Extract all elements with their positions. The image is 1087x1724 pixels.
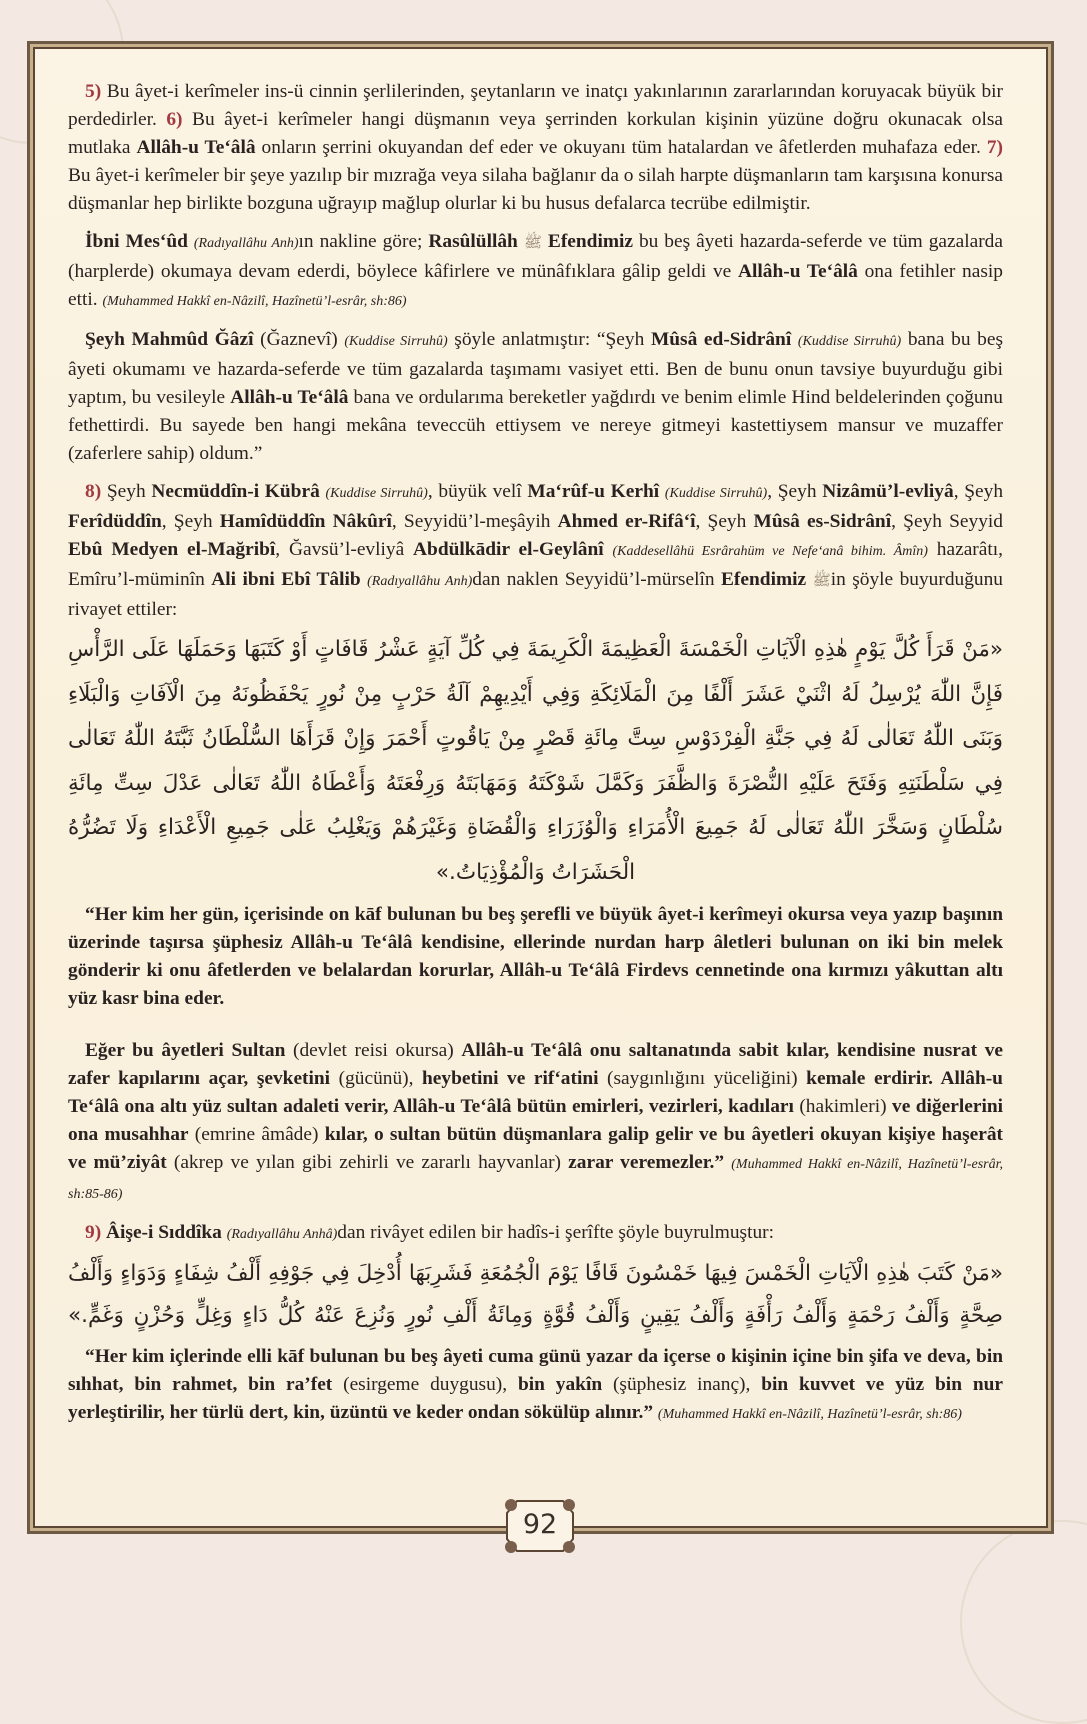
arabic-hadith-2: «مَنْ كَتَبَ هٰذِهِ الْآيَاتِ الْخَمْسَ فِيهَا خَمْسُونَ قَافًا يَوْمَ الْجُمُعَةِ فَشَرِبَهَا أُدْخِلَ فِي جَوْفِهِ أَلْفُ شِفَاءٍ وَدَوَاءٍ وَأَلْفُ صِحَّةٍ وَأَلْفُ رَحْمَةٍ وَأَلْفُ رَأْفَةٍ وَأَلْفُ يَقِينٍ وَأَلْفُ قُوَّةٍ وَمِائَةُ أَلْفِ نُورٍ وَنُزِعَ عَنْهُ كُلُّ دَاءٍ وَغِلٍّ وَحُزْنٍ وَغَمٍّ.» [68,1261,1003,1328]
page-number: 92 [522,1509,558,1540]
arabic-hadith-1: «مَنْ قَرَأَ كُلَّ يَوْمٍ هٰذِهِ الْآيَاتِ الْخَمْسَةَ الْعَظِيمَةَ الْكَرِيمَةَ فِي كُلِّ آيَةٍ عَشْرُ قَافَاتٍ أَوْ كَتَبَهَا وَحَمَلَهَا عَلَى الرَّأْسِ فَإِنَّ اللّٰهَ يُرْسِلُ لَهُ اثْنَيْ عَشَرَ أَلْفًا مِنَ الْمَلَائِكَةِ وَفِي أَيْدِيهِمْ آلَةُ حَرْبٍ مِنْ نُورٍ يَحْفَظُونَهُ مِنَ الْآفَاتِ وَالْبَلَاءِ وَبَنَى اللّٰهُ تَعَالٰى لَهُ فِي جَنَّةِ الْفِرْدَوْسِ سِتَّ مِائَةِ قَصْرٍ مِنْ يَاقُوتٍ أَحْمَرَ وَإِنْ قَرَأَهَا السُّلْطَانُ ثَبَّتَهُ اللّٰهُ تَعَالٰى فِي سَلْطَنَتِهِ وَفَتَحَ عَلَيْهِ النُّصْرَةَ وَالظَّفَرَ وَكَمَّلَ شَوْكَتَهُ وَمَهَابَتَهُ وَرِفْعَتَهُ وَأَعْطَاهُ اللّٰهُ تَعَالٰى عَدْلَ سِتِّ مِائَةِ سُلْطَانٍ وَسَخَّرَ اللّٰهُ تَعَالٰى لَهُ جَمِيعَ الْأُمَرَاءِ وَالْوُزَرَاءِ وَالْقُضَاةِ وَغَيْرَهُمْ وَيَغْلِبُ عَلٰى جَمِيعِ الْأَعْدَاءِ وَلَا تَضُرُّهُ الْحَشَرَاتُ وَالْمُؤْذِيَاتُ.» [68,637,1003,885]
paragraph-ibni-mesud: İbni Mes‘ûd (Radıyallâhu Anh)ın nakline göre; Rasûlüllâh ﷺ Efendimiz bu beş âyeti hazarda-seferde ve tüm gazalarda (harplerde) okumaya devam ederdi, böylece kâfirlere ve münâfıklara gâlip geldi ve Allâh-u Te‘âlâ ona fetihler nasip etti. (Muhammed Hakkî en-Nâzilî, Hazînetü’l-esrâr, sh:86) [68,231,1003,310]
honorific: (Kuddise Sirruhû) [344,334,448,349]
paragraph-sultan: Eğer bu âyetleri Sultan (devlet reisi okursa) Allâh-u Te‘âlâ onu saltanatında sabit kılar, kendisine nusrat ve zafer kapılarını açar, şevketini (gücünü), heybetini ve rif‘atini (saygınlığını yüceliğini) kemale erdirir. Allâh-u Te‘âlâ ona altı yüz sultan adaleti verir, Allâh-u Te‘âlâ bütün emirleri, vezirleri, kadıları (hakimleri) ve diğerlerini ona musahhar (emrine âmâde) kılar, o sultan bütün düşmanlara galip gelir ve bu âyetleri okuyan kişiye haşerât ve mü’ziyât (akrep ve yılan gibi zehirli ve zararlı hayvanlar) zarar veremezler.” (Muhammed Hakkî en-Nâzilî, Hazînetü’l-esrâr, sh:85-86) [68,1040,1004,1202]
background-ornament [960,1520,1087,1724]
salawat-icon: ﷺ [812,573,831,589]
item-number: 7) [986,137,1003,158]
translation-quote-2: “Her kim içlerinde elli kāf bulunan bu beş âyeti cuma günü yazar da içerse o kişinin içine bin şifa ve deva, bin sıhhat, bin rahmet, bin ra’fet (esirgeme duygusu), bin yakîn (şüphesiz inanç), bin kuvvet ve yüz bin nur yerleştirilir, her türlü dert, kin, üzüntü ve keder ondan sökülüp alınır.” (Muhammed Hakkî en-Nâzilî, Hazînetü’l-esrâr, sh:86) [68,1346,1004,1423]
honorific: (Kuddise Sirruhû) [797,334,902,349]
paragraph-item-9: 9) Âişe-i Sıddîka (Radıyallâhu Anhâ)dan rivâyet edilen bir hadîs-i şerîfte şöyle buyrulmuştur: [85,1222,774,1243]
honorific: (Radıyallâhu Anhâ) [226,1227,338,1242]
item-number: 8) [85,481,102,502]
paragraph-item-8: 8) Şeyh Necmüddîn-i Kübrâ (Kuddise Sirruhû), büyük velî Ma‘rûf-u Kerhî (Kuddise Sirruhû), Şeyh Nizâmü’l-evliyâ, Şeyh Ferîdüddîn, Şeyh Hamîdüddîn Nâkûrî, Seyyidü’l-meşâyih Ahmed er-Rifâ‘î, Şeyh Mûsâ es-Sidrânî, Şeyh Seyyid Ebû Medyen el-Mağribî, Ğavsü’l-evliyâ Abdülkādir el-Geylânî (Kaddesellâhü Esrârahüm ve Nefe‘anâ bihim. Âmîn) hazarâtı, Emîru’l-müminîn Ali ibni Ebî Tâlib (Radıyallâhu Anh)dan naklen Seyyidü’l-mürselîn Efendimiz ﷺin şöyle buyurduğunu rivayet ettiler: [68,481,1004,620]
salawat-icon: ﷺ [523,235,542,251]
page-number-badge [503,1497,577,1555]
citation: (Muhammed Hakkî en-Nâzilî, Hazînetü’l-esrâr, sh:86) [102,294,407,309]
item-number: 6) [166,109,183,130]
citation: (Muhammed Hakkî en-Nâzilî, Hazînetü’l-esrâr, sh:85-86) [68,1157,1003,1202]
honorific: (Radıyallâhu Anh) [193,236,299,251]
paragraph-items-5-7: 5) Bu âyet-i kerîmeler ins-ü cinnin şerlilerinden, şeytanların ve inatçı yakınlarının zararlarından koruyacak büyük bir perdedirler. 6) Bu âyet-i kerîmeler hangi düşmanın veya şerrinden korkulan kişinin yüzüne doğru okunacak olsa mutlaka Allâh-u Te‘âlâ onların şerrini okuyandan def eder ve okuyanı tüm hatalardan ve âfetlerden muhafaza eder. 7) Bu âyet-i kerîmeler bir şeye yazılıp bir mızrağa veya silaha bağlanır da o silah harpte düşmanların tam karşısına konursa düşmanlar hep birlikte bozguna uğrayıp mağlup olurlar ki bu husus defalarca tecrübe edilmiştir. [68,81,1004,214]
paragraph-mahmud-gazi: Şeyh Mahmûd Ğâzî (Ğaznevî) (Kuddise Sirruhû) şöyle anlatmıştır: “Şeyh Mûsâ ed-Sidrânî (Kuddise Sirruhû) bana bu beş âyeti okumamı ve hazarda-seferde ve tüm gazalarda taşımamı vasiyet etti. Ben de bunu onun tavsiye buyurduğu gibi yaptım, bu vesileyle Allâh-u Te‘âlâ bana ve ordularıma bereketler yağdırdı ve benim elimle Hind beldelerinden çoğunu fethettirdi. Bu sayede ben hangi mekâna teveccüh ettiysem ve nereye gitmeyi kastettiysem mansur ve muzaffer (zaferlere sahip) oldum.” [68,329,1004,464]
item-number: 9) [85,1222,102,1243]
page-content [68,78,1003,1439]
translation-quote-1: “Her kim her gün, içerisinde on kāf bulunan bu beş şerefli ve büyük âyet-i kerîmeyi okursa veya yazıp başının üzerinde taşırsa şüphesiz Allâh-u Te‘âlâ kendisine, ellerinde nurdan harp âletleri bulunan on iki bin melek gönderir ki onu âfetlerden ve belalardan korurlar, Allâh-u Te‘âlâ Firdevs cennetinde ona kırmızı yâkuttan altı yüz kasr bina eder. [68,904,1003,1009]
citation: (Muhammed Hakkî en-Nâzilî, Hazînetü’l-esrâr, sh:86) [657,1407,962,1422]
item-number: 5) [85,81,102,102]
spacer [68,1023,1003,1037]
